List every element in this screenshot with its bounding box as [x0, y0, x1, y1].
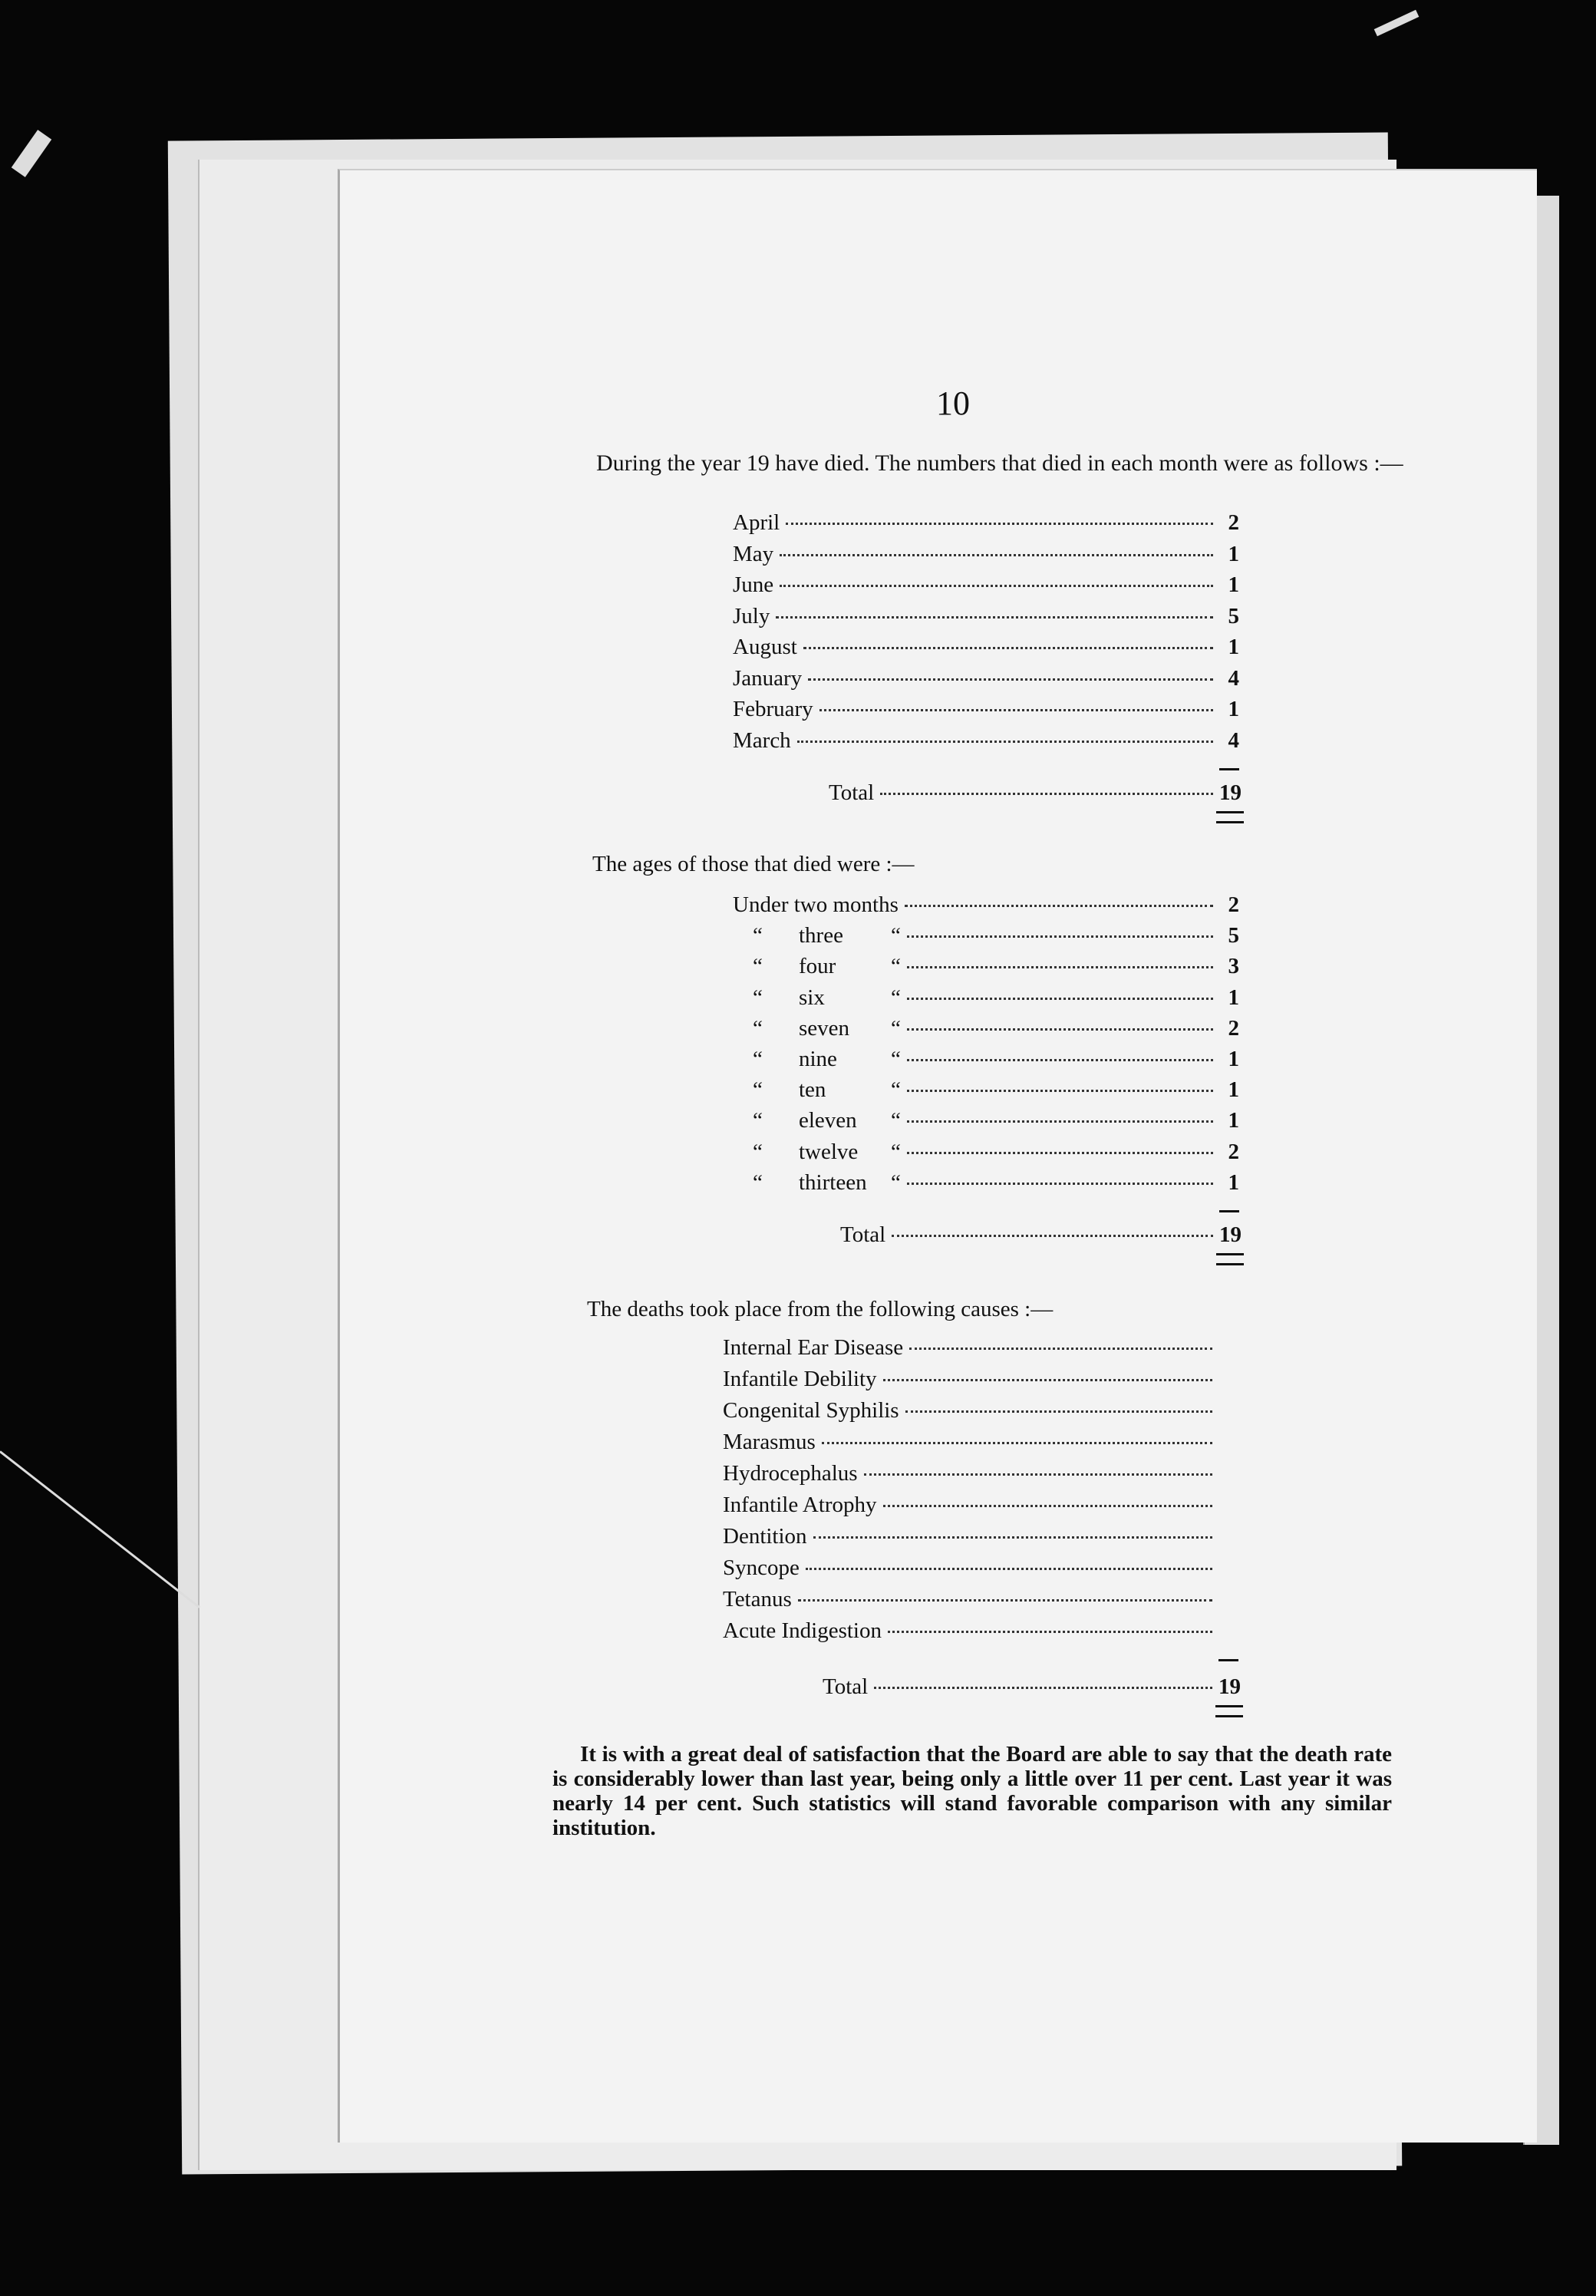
cause-row: [723, 1618, 1238, 1646]
ages-double-rule: [1216, 1253, 1244, 1265]
cause-row: [723, 1398, 1238, 1426]
month-row: [733, 572, 1239, 600]
scan-artifact: [12, 130, 51, 177]
month-label: April: [733, 510, 780, 535]
month-label: March: [733, 727, 791, 753]
month-label: June: [733, 572, 774, 597]
causes-table: [723, 1335, 1241, 1704]
scan-artifact: [0, 1450, 200, 1608]
month-value: 2: [1228, 510, 1239, 535]
ages-table: [733, 892, 1242, 1276]
leader-dots: [776, 616, 1213, 619]
age-label: [733, 1140, 901, 1165]
ages-total-label: Total: [840, 1222, 886, 1247]
leader-dots: [883, 1505, 1212, 1507]
leader-dots: [786, 523, 1213, 525]
leader-dots: [803, 647, 1213, 649]
ages-total-value: 19: [1219, 1222, 1242, 1247]
cause-label: Infantile Atrophy: [723, 1493, 877, 1517]
age-row: [733, 1140, 1239, 1167]
leader-dots: [822, 1442, 1212, 1444]
leader-dots: [806, 1568, 1212, 1570]
age-label: [733, 985, 901, 1011]
cause-label: Hydrocephalus: [723, 1461, 858, 1486]
age-value: 1: [1228, 1108, 1239, 1133]
ditto-mark: “: [891, 1108, 901, 1133]
cause-total-rule: [1218, 1659, 1238, 1661]
intro-text: During the year 19 have died. The numbers that died in each month were as follows :—: [596, 450, 1403, 476]
causes-total-row: [823, 1674, 1241, 1702]
age-word: thirteen: [799, 1169, 867, 1195]
age-value: 5: [1228, 923, 1239, 948]
leader-dots: [874, 1687, 1212, 1689]
cause-row: [723, 1555, 1238, 1583]
ditto-mark: “: [891, 1015, 901, 1041]
age-row: [733, 954, 1239, 981]
leader-dots: [907, 998, 1213, 1000]
leader-dots: [808, 678, 1213, 681]
month-value: 5: [1228, 603, 1239, 628]
leader-dots: [880, 793, 1213, 795]
age-label: [733, 1108, 901, 1133]
leader-dots: [905, 1410, 1212, 1413]
month-value: 1: [1228, 572, 1239, 597]
age-value: 3: [1228, 954, 1239, 979]
age-label: [733, 1016, 901, 1041]
ditto-mark: “: [753, 1139, 763, 1164]
month-value: 4: [1228, 727, 1239, 753]
causes-heading: The deaths took place from the following causes :—: [587, 1297, 1054, 1321]
intro-paragraph: [572, 451, 1411, 476]
cause-row: [723, 1367, 1238, 1394]
page-number: 10: [936, 384, 970, 422]
ditto-mark: “: [753, 1077, 763, 1103]
ditto-mark: “: [753, 954, 763, 979]
months-double-rule: [1216, 811, 1244, 823]
leader-dots: [907, 966, 1213, 968]
age-row: [733, 1077, 1239, 1105]
month-label: July: [733, 603, 770, 628]
age-value: 2: [1228, 1015, 1239, 1041]
age-word: three: [799, 923, 843, 948]
leader-dots: [907, 1152, 1213, 1154]
age-row: [733, 985, 1239, 1013]
ages-total-row: [840, 1222, 1242, 1250]
age-word: ten: [799, 1077, 826, 1103]
months-total-row: [829, 780, 1242, 808]
causes-total-label: Total: [823, 1674, 869, 1699]
month-label: May: [733, 541, 774, 566]
months-total-label: Total: [829, 780, 875, 805]
leader-dots: [907, 935, 1213, 938]
month-row: [733, 697, 1239, 724]
ditto-mark: “: [891, 1139, 901, 1164]
cause-label: Internal Ear Disease: [723, 1335, 904, 1360]
month-label: January: [733, 665, 803, 691]
month-value: 1: [1228, 697, 1239, 721]
age-word: four: [799, 954, 836, 979]
age-word: six: [799, 985, 825, 1010]
ditto-mark: “: [891, 985, 901, 1010]
age-label: [733, 923, 901, 948]
cause-label: Dentition: [723, 1524, 807, 1549]
month-value: 1: [1228, 541, 1239, 566]
causes-total-value: 19: [1218, 1674, 1241, 1699]
age-row: [733, 1108, 1239, 1136]
cause-label: Infantile Debility: [723, 1367, 877, 1391]
closing-text: It is with a great deal of satisfaction that the Board are able to say that the death rate is considerably lower than last year, being only a little over 11 per cent. Last year it was nearly 14 per cent. Such statistics will stand favorable comparison with any similar institution.: [552, 1742, 1392, 1840]
age-row: [733, 1016, 1239, 1044]
leader-dots: [797, 741, 1213, 743]
month-row: [733, 542, 1239, 569]
cause-row: [723, 1461, 1238, 1489]
closing-paragraph: [552, 1742, 1392, 1840]
month-row: [733, 510, 1239, 538]
leader-dots: [907, 1183, 1213, 1185]
cause-label: Tetanus: [723, 1587, 792, 1611]
age-label: [733, 1047, 901, 1072]
ditto-mark: “: [891, 954, 901, 979]
leader-dots: [883, 1379, 1212, 1381]
age-label: Under two months: [733, 892, 899, 917]
months-total-value: 19: [1219, 780, 1242, 805]
cause-row: [723, 1493, 1238, 1520]
ditto-mark: “: [753, 923, 763, 948]
ditto-mark: “: [753, 1169, 763, 1195]
age-total-rule: [1219, 1210, 1239, 1212]
leader-dots: [907, 1028, 1213, 1031]
causes-double-rule: [1215, 1705, 1243, 1717]
leader-dots: [905, 905, 1213, 907]
leader-dots: [780, 554, 1213, 556]
age-row: [733, 892, 1239, 920]
age-value: 1: [1228, 1047, 1239, 1071]
month-row: [733, 666, 1239, 694]
leader-dots: [798, 1599, 1212, 1602]
ditto-mark: “: [753, 985, 763, 1010]
age-word: twelve: [799, 1139, 859, 1164]
ditto-mark: “: [753, 1108, 763, 1133]
month-label: August: [733, 635, 797, 659]
age-label: [733, 954, 901, 979]
leader-dots: [819, 709, 1213, 711]
monthly-deaths-table: [733, 510, 1242, 840]
leader-dots: [813, 1536, 1212, 1539]
leader-dots: [780, 585, 1213, 587]
cause-row: [723, 1587, 1238, 1615]
month-value: 1: [1228, 635, 1239, 659]
age-value: 2: [1228, 892, 1239, 917]
age-value: 1: [1228, 1077, 1239, 1103]
age-value: 2: [1228, 1139, 1239, 1164]
leader-dots: [864, 1473, 1212, 1476]
age-label: [733, 1170, 901, 1196]
leader-dots: [892, 1235, 1213, 1237]
ages-heading: The ages of those that died were :—: [592, 852, 915, 876]
month-row: [733, 635, 1239, 662]
month-row: [733, 728, 1239, 756]
cause-label: Syncope: [723, 1555, 800, 1580]
age-word: seven: [799, 1015, 850, 1041]
cause-label: Marasmus: [723, 1430, 816, 1454]
leader-dots: [907, 1090, 1213, 1092]
month-value: 4: [1228, 665, 1239, 691]
ditto-mark: “: [891, 1047, 901, 1071]
cause-row: [723, 1524, 1238, 1552]
leader-dots: [907, 1120, 1213, 1123]
ditto-mark: “: [753, 1015, 763, 1041]
ditto-mark: “: [753, 1047, 763, 1071]
cause-row: [723, 1430, 1238, 1457]
month-total-rule: [1219, 768, 1239, 770]
age-value: 1: [1228, 985, 1239, 1010]
month-row: [733, 604, 1239, 632]
ditto-mark: “: [891, 1077, 901, 1103]
age-row: [733, 1047, 1239, 1074]
month-label: February: [733, 697, 813, 721]
leader-dots: [907, 1059, 1213, 1061]
cause-row: [723, 1335, 1238, 1363]
age-word: eleven: [799, 1108, 857, 1133]
age-label: [733, 1077, 901, 1103]
age-word: nine: [799, 1047, 837, 1071]
cause-label: Congenital Syphilis: [723, 1398, 899, 1423]
ditto-mark: “: [891, 1169, 901, 1195]
ditto-mark: “: [891, 923, 901, 948]
leader-dots: [888, 1631, 1212, 1633]
cause-label: Acute Indigestion: [723, 1618, 882, 1643]
age-row: [733, 923, 1239, 951]
scan-artifact: [1374, 10, 1420, 36]
leader-dots: [909, 1348, 1212, 1350]
age-row: [733, 1170, 1239, 1198]
age-value: 1: [1228, 1169, 1239, 1195]
